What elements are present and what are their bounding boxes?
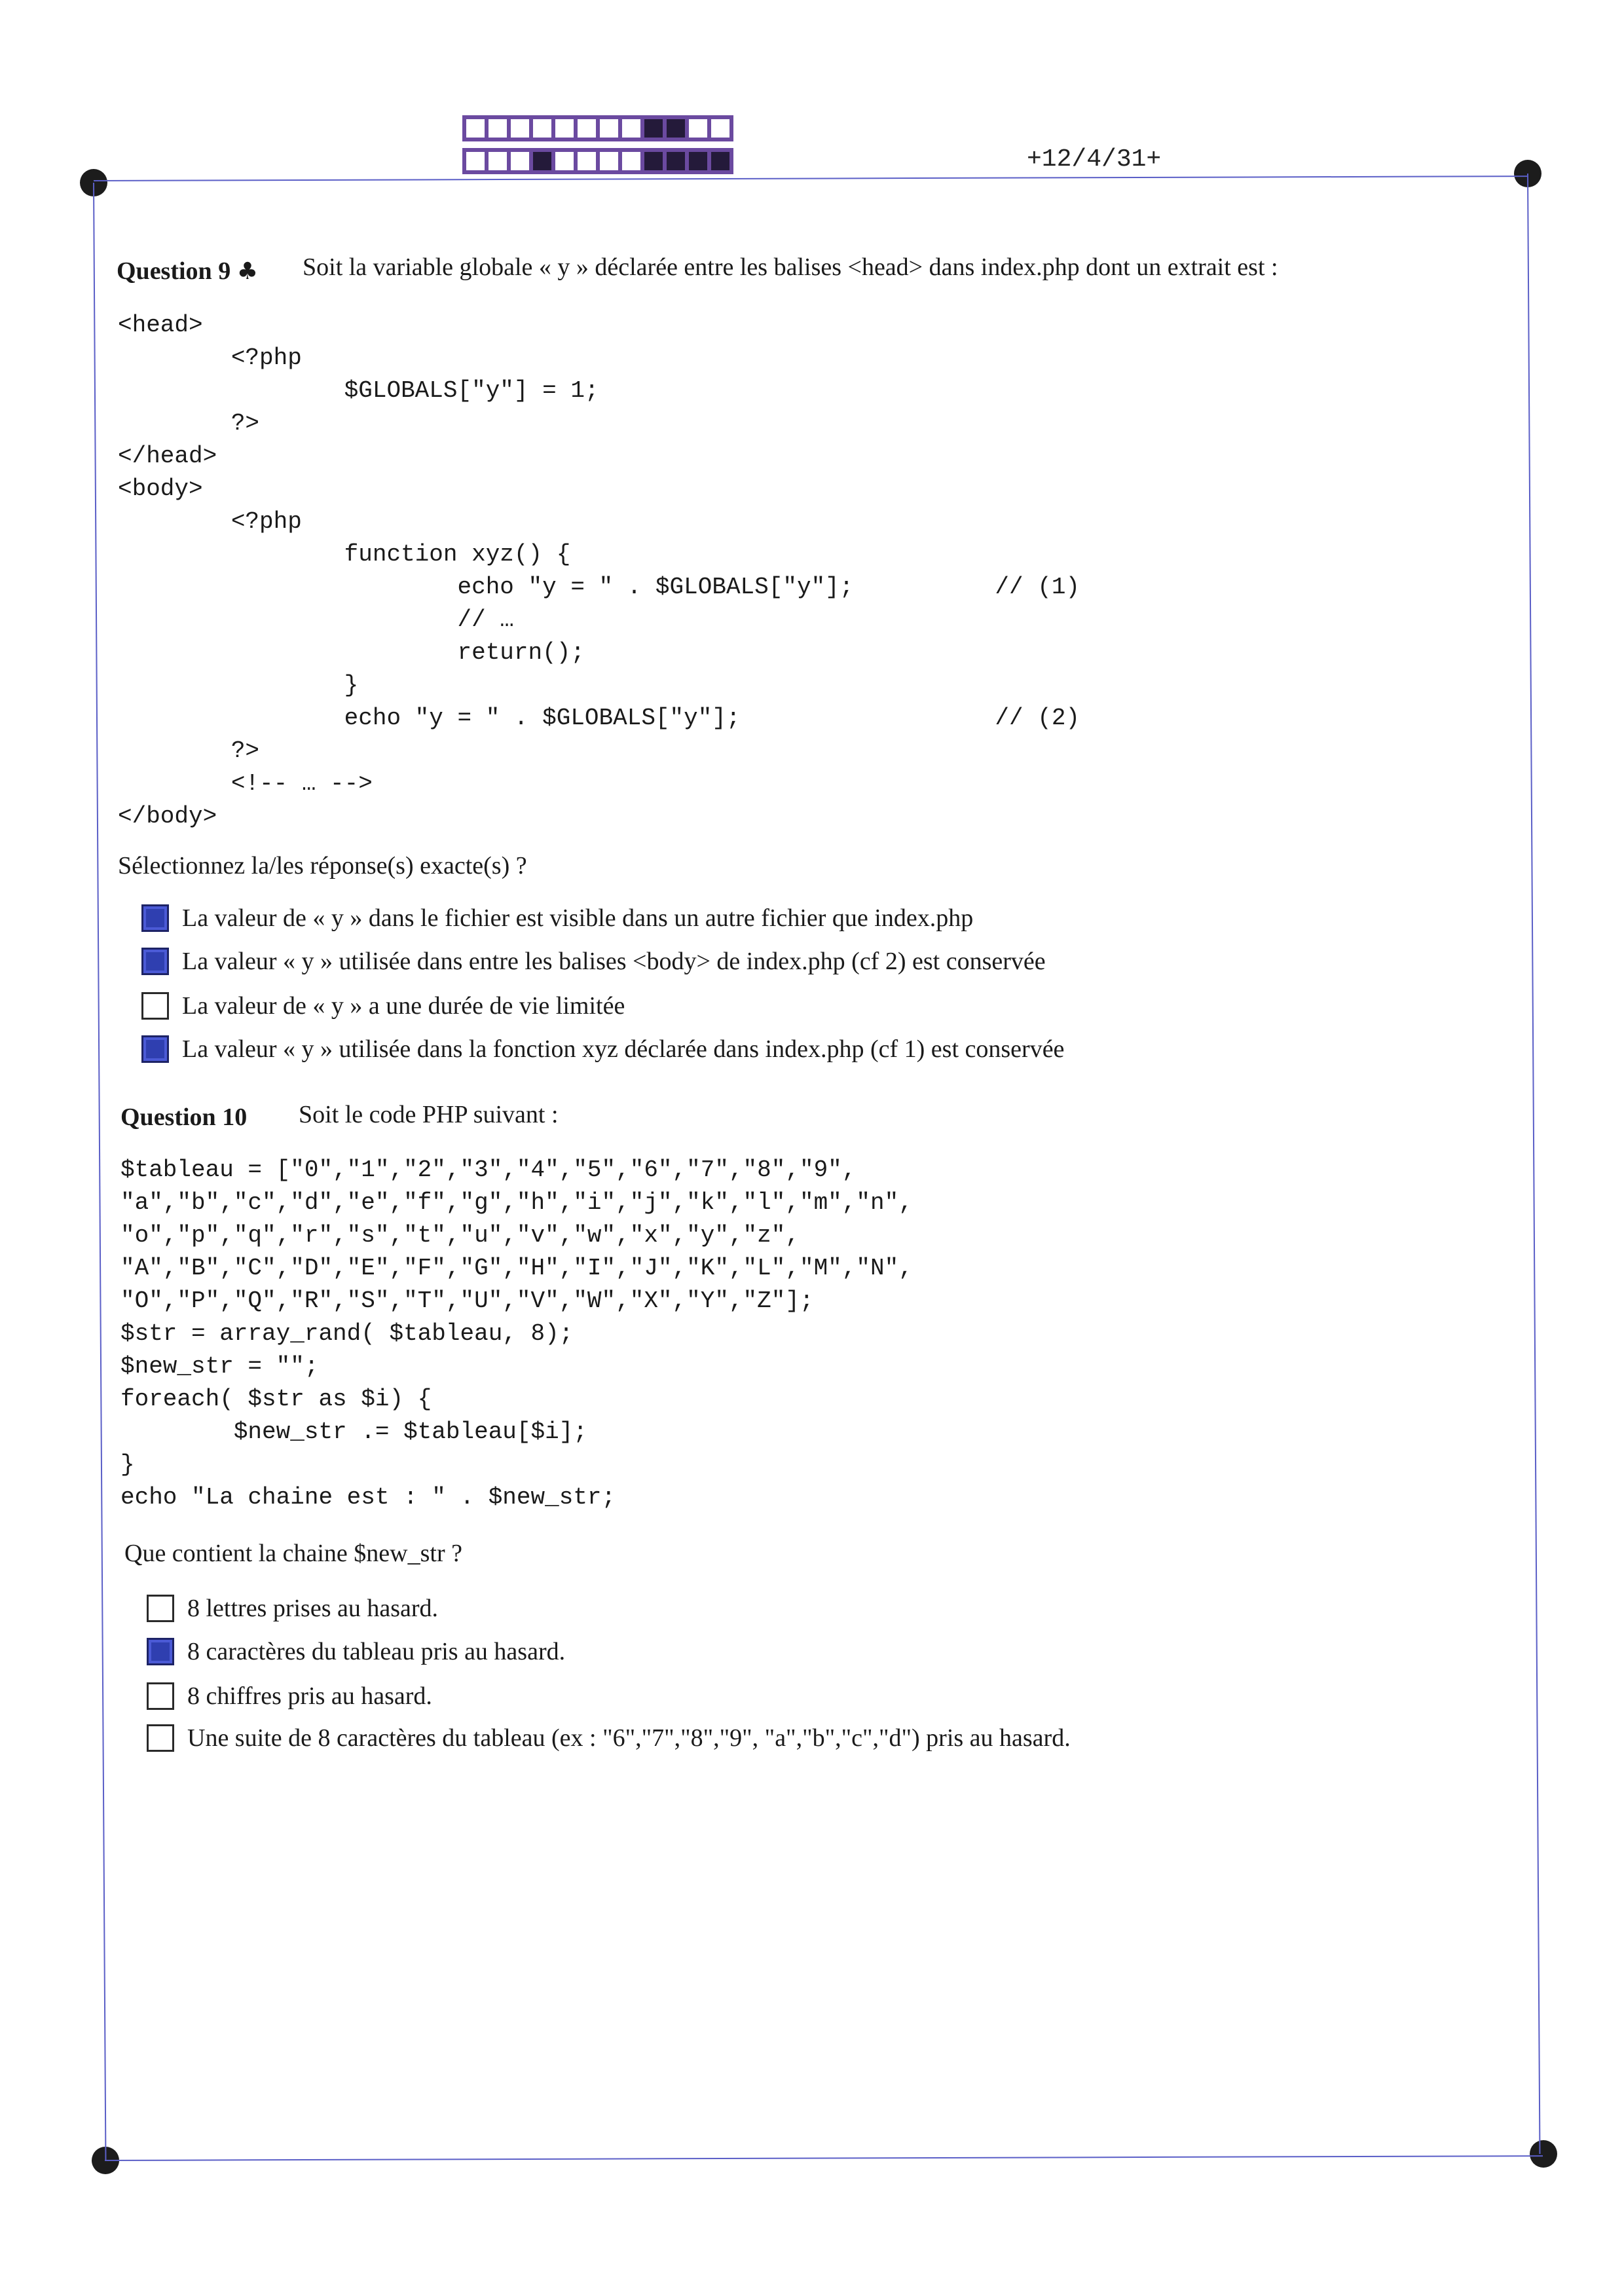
id-grid-cell: [576, 150, 598, 172]
question-10-code: $tableau = ["0","1","2","3","4","5","6","7","8","9", "a","b","c","d","e","f","g","h","i","j","k","l","m","n", "o","p","q","r","s","t","u","v","w","x","y","z", "A","B","C","D","E","F","G","H","I","J","K","L","M","N", "O","P","Q","R","S","T","U","V","W","X","Y","Z"]; $str = array_rand( $tableau, 8); $new_str = ""; foreach( $str as $i) { $new_str .= $tableau[$i]; } echo "La chaine est : " . $new_str;: [120, 1157, 913, 1511]
question-10-title: [120, 1103, 247, 1132]
question-10-label: Question 10: [120, 1103, 248, 1131]
checked-checkbox[interactable]: [141, 948, 169, 975]
checked-checkbox[interactable]: [147, 1638, 174, 1665]
club-icon: ♣: [236, 258, 258, 285]
id-grid-cell: [687, 117, 709, 139]
checkbox[interactable]: [147, 1724, 174, 1752]
answer-option[interactable]: [141, 991, 625, 1020]
student-id-grid-row-1: [462, 115, 733, 141]
checked-checkbox[interactable]: [141, 1035, 169, 1063]
checkbox[interactable]: [141, 992, 169, 1020]
id-grid-cell: [687, 150, 709, 172]
answer-option[interactable]: [141, 1035, 1064, 1064]
id-grid-cell: [464, 150, 487, 172]
answer-label: 8 caractères du tableau pris au hasard.: [187, 1638, 566, 1665]
id-grid-cell: [509, 117, 531, 139]
answer-label: Une suite de 8 caractères du tableau (ex : "6","7","8","9", "a","b","c","d") pris au hasard.: [187, 1724, 1071, 1752]
answer-label: La valeur « y » utilisée dans la fonction xyz déclarée dans index.php (cf 1) est conservée: [182, 1035, 1065, 1063]
id-grid-cell: [620, 150, 642, 172]
checked-checkbox[interactable]: [141, 904, 169, 932]
id-grid-cell: [665, 117, 687, 139]
frame-right: [1527, 174, 1540, 2154]
id-grid-cell: [598, 117, 620, 139]
question-9-label: Question 9: [117, 257, 231, 285]
id-grid-cell: [709, 150, 731, 172]
page-code: +12/4/31+: [1027, 145, 1162, 174]
answer-label: 8 chiffres pris au hasard.: [187, 1682, 432, 1710]
id-grid-cell: [620, 117, 642, 139]
id-grid-cell: [553, 150, 576, 172]
id-grid-cell: [642, 150, 665, 172]
id-grid-cell: [531, 150, 553, 172]
frame-top: [94, 176, 1528, 181]
answer-label: 8 lettres prises au hasard.: [187, 1595, 439, 1622]
answer-option[interactable]: [141, 947, 1046, 976]
question-9-code: <head> <?php $GLOBALS["y"] = 1; ?> </head> <body> <?php function xyz() { echo "y = " . $GLOBALS["y"]; // (1) // … return(); } echo "y = " . $GLOBALS["y"]; // (2) ?> <!-- … --> </body>: [118, 312, 1080, 830]
student-id-grid-row-2: [462, 148, 733, 174]
answer-label: La valeur de « y » a une durée de vie limitée: [182, 992, 625, 1020]
id-grid-cell: [642, 117, 665, 139]
checkbox[interactable]: [147, 1682, 174, 1710]
answer-label: La valeur « y » utilisée dans entre les balises <body> de index.php (cf 2) est conservée: [182, 948, 1046, 975]
question-9-text: Soit la variable globale « y » déclarée entre les balises <head> dans index.php dont un extrait est :: [303, 253, 1278, 281]
id-grid-cell: [665, 150, 687, 172]
id-grid-cell: [464, 117, 487, 139]
answer-option[interactable]: [147, 1594, 438, 1623]
checkbox[interactable]: [147, 1595, 174, 1622]
frame-left: [93, 183, 106, 2160]
answer-option[interactable]: [147, 1682, 432, 1711]
id-grid-cell: [487, 150, 509, 172]
id-grid-cell: [509, 150, 531, 172]
question-9-prompt: Sélectionnez la/les réponse(s) exacte(s) ?: [118, 852, 527, 880]
corner-mark-bottom-right: [1530, 2140, 1557, 2168]
id-grid-cell: [598, 150, 620, 172]
answer-option[interactable]: [141, 904, 973, 933]
question-10-text: Soit le code PHP suivant :: [299, 1101, 559, 1128]
id-grid-cell: [531, 117, 553, 139]
id-grid-cell: [576, 117, 598, 139]
id-grid-cell: [487, 117, 509, 139]
frame-bottom: [105, 2155, 1543, 2161]
answer-option[interactable]: [147, 1637, 565, 1666]
question-9-title: [117, 257, 258, 286]
id-grid-cell: [553, 117, 576, 139]
answer-label: La valeur de « y » dans le fichier est visible dans un autre fichier que index.php: [182, 904, 974, 932]
question-10-prompt: Que contient la chaine $new_str ?: [124, 1540, 462, 1567]
answer-option[interactable]: [147, 1724, 1071, 1752]
id-grid-cell: [709, 117, 731, 139]
